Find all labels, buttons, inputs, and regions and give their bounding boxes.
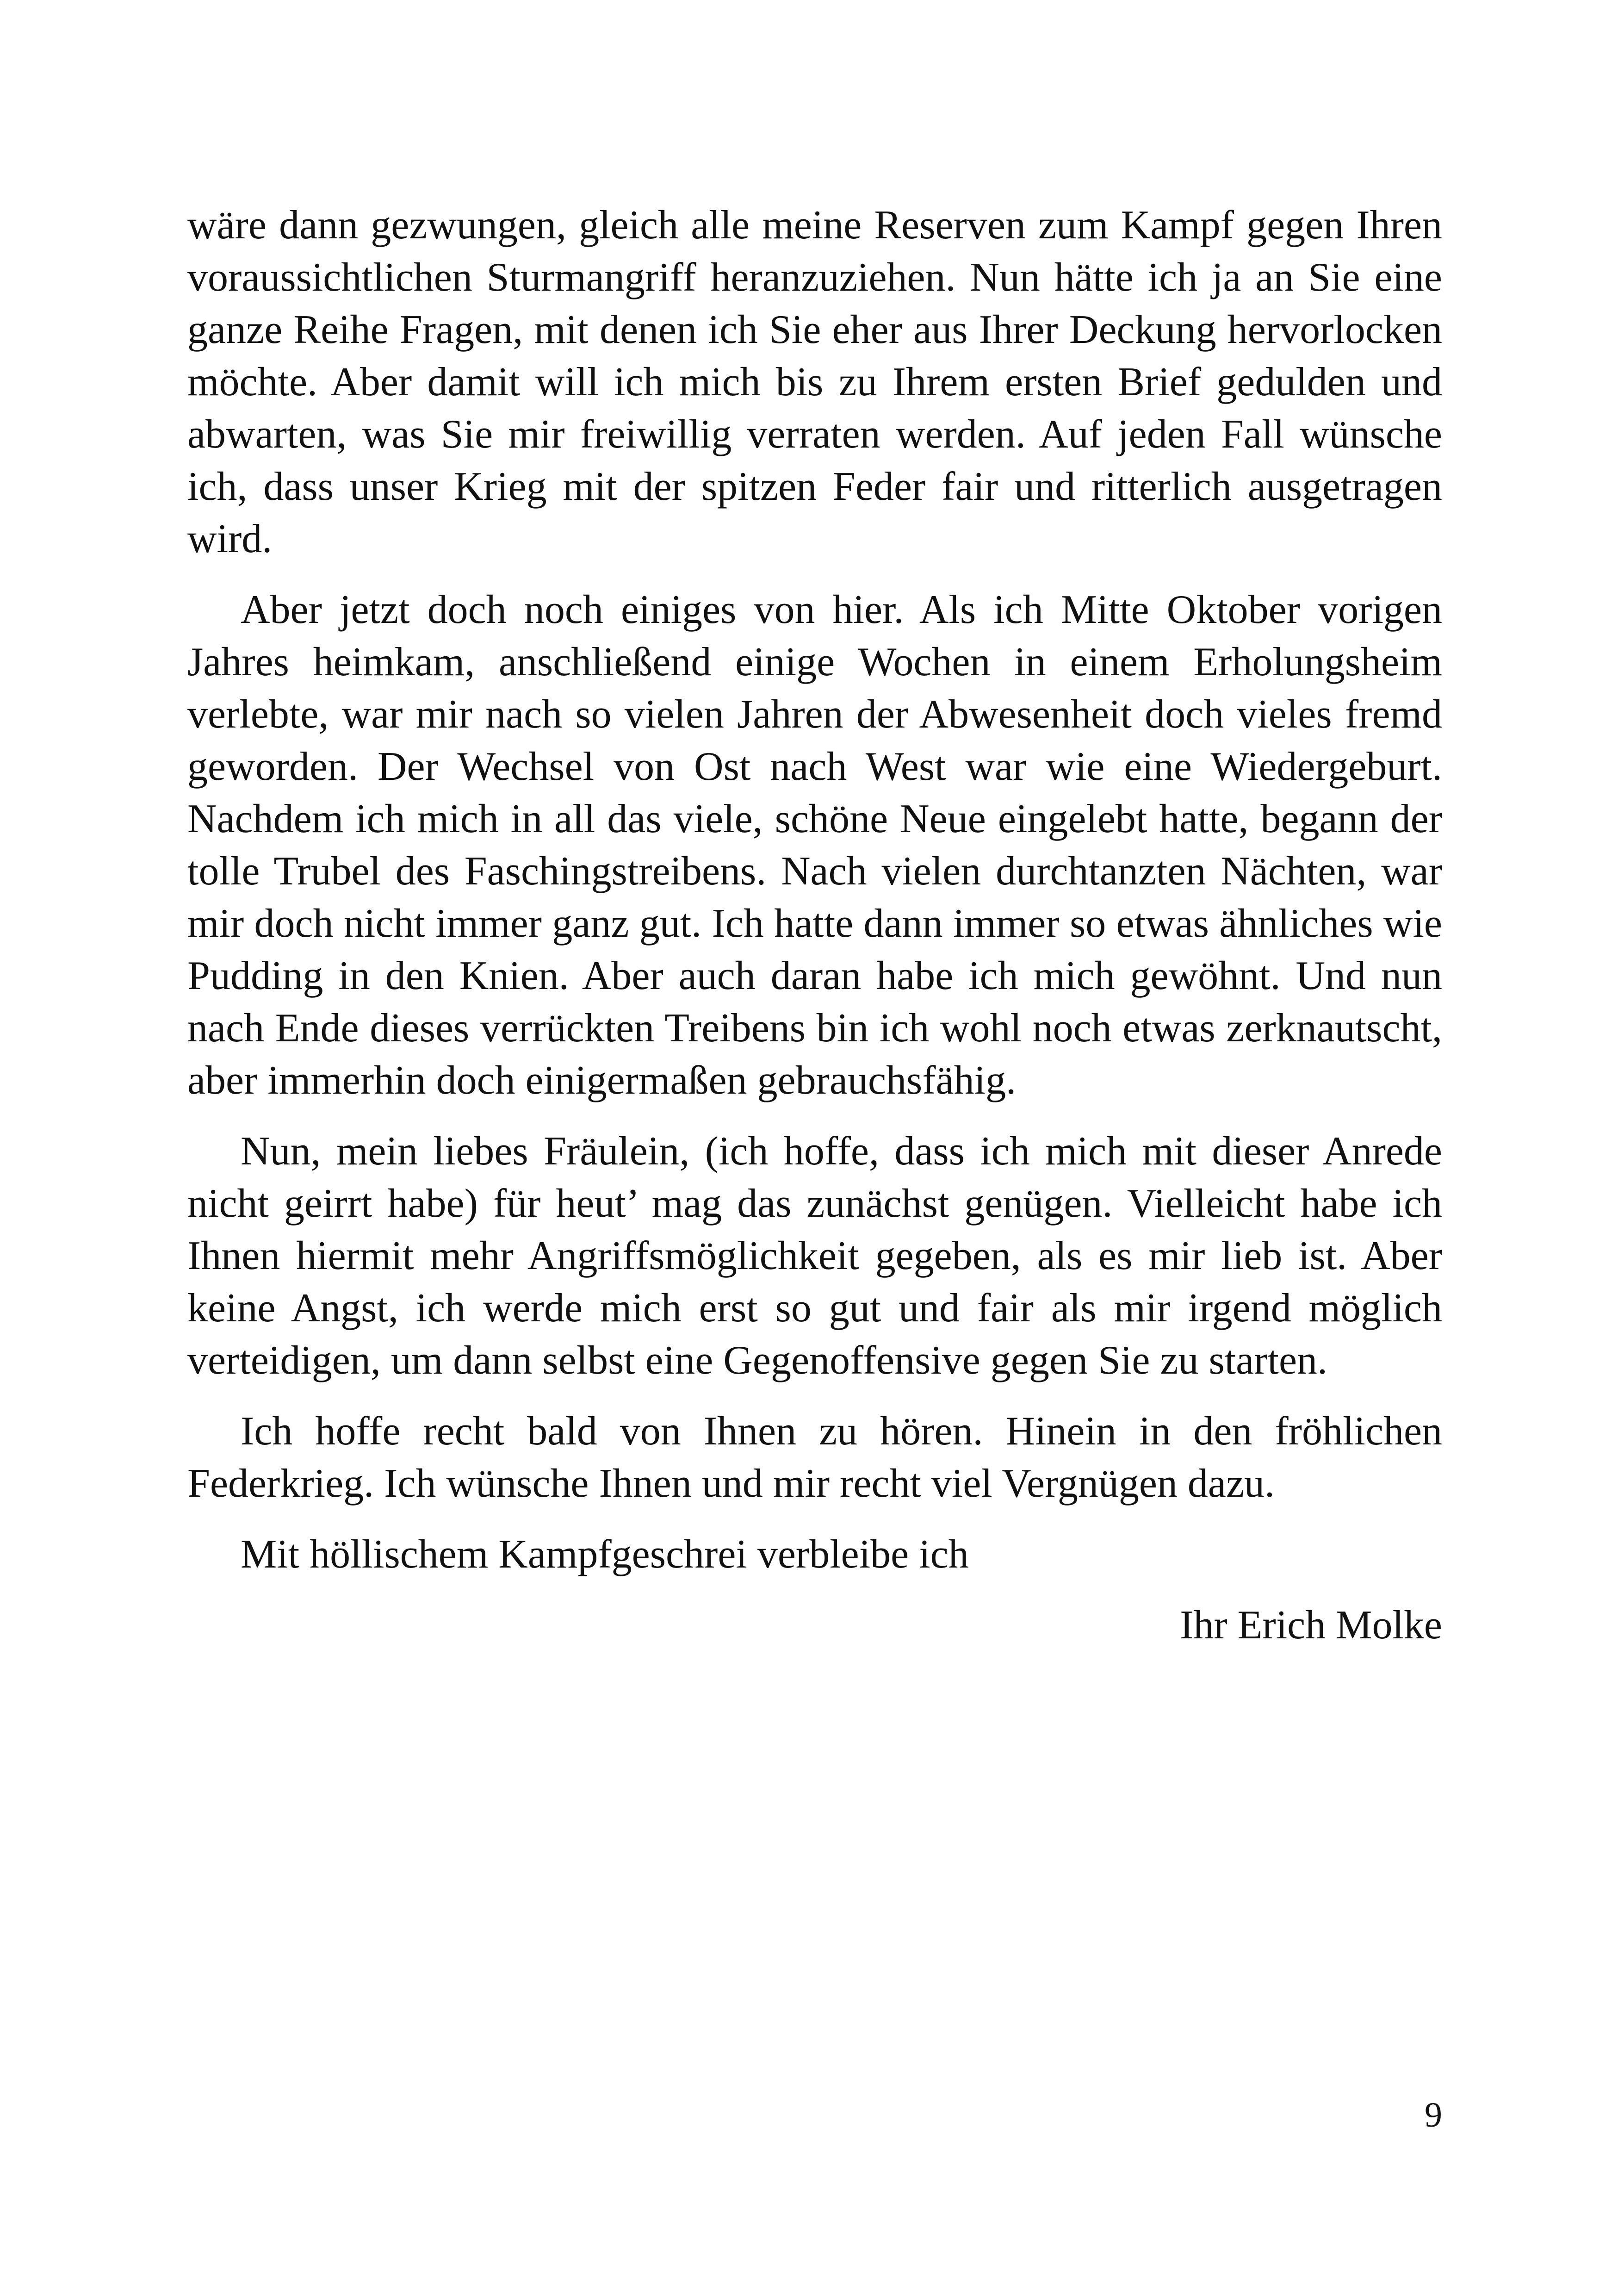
letter-body [187,199,1442,1651]
paragraph-continuation: wäre dann gezwungen, gleich alle meine Reserven zum Kampf gegen Ihren voraussichtlichen Sturmangriff heranzuziehen. Nun hätte ich ja an Sie eine ganze Reihe Fragen, mit denen ich Sie eher aus Ihrer Deckung hervorlocken möchte. Aber damit will ich mich bis zu Ihrem ersten Brief gedulden und abwarten, was Sie mir freiwillig verraten werden. Auf jeden Fall wünsche ich, dass unser Krieg mit der spitzen Feder fair und ritterlich ausgetragen wird. [187,203,1442,561]
closing-line: Mit höllischem Kampfgeschrei verbleibe ich [241,1532,969,1577]
paragraph-homecoming: Aber jetzt doch noch einiges von hier. Als ich Mitte Oktober vorigen Jahres heimkam, anschließend einige Wochen in einem Erholungsheim verlebte, war mir nach so vielen Jahren der Abwesenheit doch vieles fremd geworden. Der Wechsel von Ost nach West war wie eine Wiedergeburt. Nachdem ich mich in all das viele, schöne Neue eingelebt hatte, begann der tolle Trubel des Faschingstreibens. Nach vielen durchtanzten Nächten, war mir doch nicht immer ganz gut. Ich hatte dann immer so etwas ähnliches wie Pudding in den Knien. Aber auch daran habe ich mich gewöhnt. Und nun nach Ende dieses verrückten Treibens bin ich wohl noch etwas zerknautscht, aber immerhin doch einigermaßen gebrauchsfähig. [187,587,1442,1103]
signature: Ihr Erich Molke [1180,1603,1442,1648]
page-number: 9 [1425,2096,1442,2134]
paragraph-address: Nun, mein liebes Fräulein, (ich hoffe, dass ich mich mit dieser Anrede nicht geirrt habe) für heut’ mag das zunächst genügen. Vielleicht habe ich Ihnen hiermit mehr Angriffsmöglichkeit gegeben, als es mir lieb ist. Aber keine Angst, ich werde mich erst so gut und fair als mir irgend möglich verteidigen, um dann selbst eine Gegenoffensive gegen Sie zu starten. [187,1129,1442,1383]
paragraph-hope: Ich hoffe recht bald von Ihnen zu hören. Hinein in den fröhlichen Federkrieg. Ich wünsche Ihnen und mir recht viel Vergnügen dazu. [187,1409,1442,1506]
